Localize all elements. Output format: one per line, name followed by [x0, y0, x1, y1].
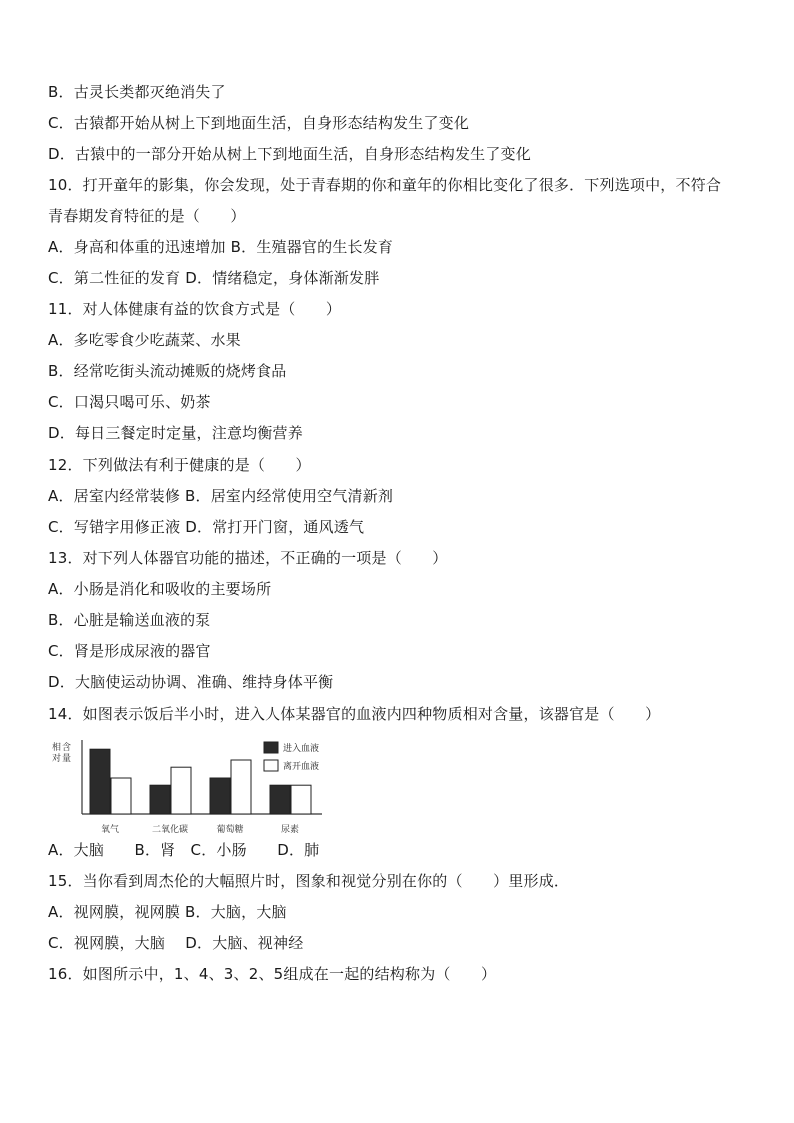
question-14-stem: 14．如图表示饭后半小时，进入人体某器官的血液内四种物质相对含量，该器官是（ ） [48, 705, 661, 723]
question-16-stem: 16．如图所示中，1、4、3、2、5组成在一起的结构称为（ ） [48, 965, 497, 983]
x-tick-label: 二氧化碳 [151, 825, 189, 835]
option-line: B．经常吃街头流动摊贩的烧烤食品 [48, 362, 287, 380]
option-line: D．大脑使运动协调、准确、维持身体平衡 [48, 673, 334, 691]
blood-substance-chart [44, 736, 334, 836]
option-line: A．视网膜，视网膜 B．大脑，大脑 [48, 903, 287, 921]
y-axis-label-char: 相 [52, 743, 62, 753]
text-line: C．古猿都开始从树上下到地面生活，自身形态结构发生了变化 [48, 114, 470, 132]
option-line: C．第二性征的发育 D．情绪稳定，身体渐渐发胖 [48, 269, 380, 287]
option-line: C．视网膜，大脑 D．大脑、视神经 [48, 934, 304, 952]
bar-chart [44, 736, 334, 836]
legend-label: 离开血液 [283, 762, 320, 772]
x-tick-label: 尿素 [280, 825, 300, 835]
bar-group [90, 749, 311, 814]
bar-leaving [231, 760, 251, 814]
option-line: A．小肠是消化和吸收的主要场所 [48, 580, 272, 598]
x-tick-label: 氧气 [100, 825, 120, 835]
text-line: B．古灵长类都灭绝消失了 [48, 83, 226, 101]
x-tick-labels [101, 823, 299, 835]
bar-leaving [291, 785, 311, 814]
bar-leaving [171, 767, 191, 814]
bar-entering [150, 785, 170, 814]
bar-entering [90, 749, 110, 814]
option-line: A．身高和体重的迅速增加 B．生殖器官的生长发育 [48, 238, 394, 256]
legend-swatch [264, 742, 278, 753]
option-line: A．居室内经常装修 B．居室内经常使用空气清新剂 [48, 487, 394, 505]
question-15-stem: 15．当你看到周杰伦的大幅照片时，图象和视觉分别在你的（ ）里形成． [48, 872, 570, 890]
option-line: D．每日三餐定时定量，注意均衡营养 [48, 424, 303, 442]
option-line: A．大脑 B．肾 C．小肠 D．肺 [48, 841, 320, 859]
y-axis-label [52, 741, 71, 764]
legend-label: 进入血液 [283, 744, 320, 754]
bar-entering [210, 778, 230, 814]
option-line: B．心脏是输送血液的泵 [48, 611, 211, 629]
y-axis-label-char: 对 [52, 754, 62, 764]
option-line: A．多吃零食少吃蔬菜、水果 [48, 331, 241, 349]
y-axis-label-char: 含 [62, 743, 72, 753]
option-line: C．肾是形成尿液的器官 [48, 642, 211, 660]
text-line: D．古猿中的一部分开始从树上下到地面生活，自身形态结构发生了变化 [48, 145, 531, 163]
question-13-stem: 13．对下列人体器官功能的描述，不正确的一项是（ ） [48, 549, 448, 567]
y-axis-label-char: 量 [62, 754, 72, 764]
option-line: C．口渴只喝可乐、奶茶 [48, 393, 211, 411]
x-tick-label: 葡萄糖 [216, 825, 244, 835]
bar-leaving [111, 778, 131, 814]
question-10-stem: 10．打开童年的影集，你会发现，处于青春期的你和童年的你相比变化了很多．下列选项中，不符合 [48, 176, 722, 194]
legend-swatch [264, 760, 278, 771]
chart-legend [264, 742, 319, 772]
question-10-stem-cont: 青春期发育特征的是（ ） [48, 207, 246, 225]
option-line: C．写错字用修正液 D．常打开门窗，通风透气 [48, 518, 365, 536]
question-11-stem: 11．对人体健康有益的饮食方式是（ ） [48, 300, 342, 318]
bar-entering [270, 785, 290, 814]
question-12-stem: 12．下列做法有利于健康的是（ ） [48, 456, 311, 474]
